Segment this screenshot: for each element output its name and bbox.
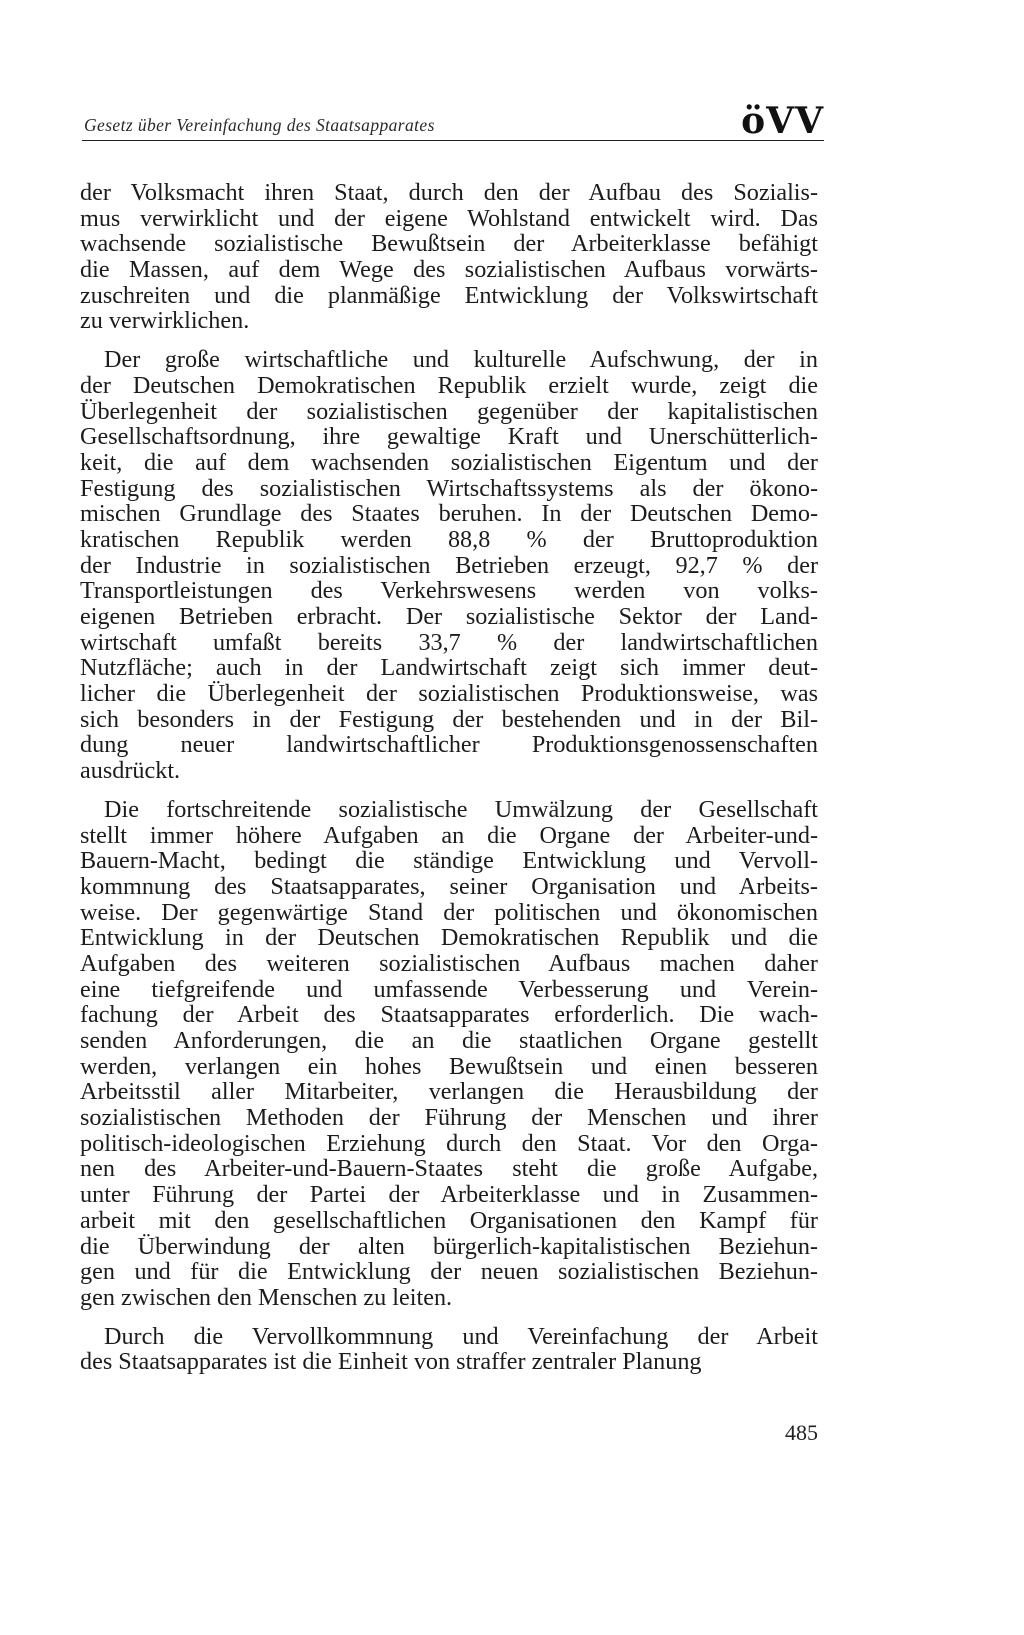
- text-line: Aufgaben des weiteren sozialistischen Aufbaus machen daher: [80, 949, 818, 977]
- text-line: Gesellschaftsordnung, ihre gewaltige Kraft und Unerschütterlich-: [80, 423, 818, 451]
- text-line: Entwicklung in der Deutschen Demokratischen Republik und die: [80, 924, 818, 952]
- text-line: stellt immer höhere Aufgaben an die Organe der Arbeiter-und-: [80, 821, 818, 849]
- text-line: Der große wirtschaftliche und kulturelle Aufschwung, der in: [104, 346, 818, 374]
- text-line: gen zwischen den Menschen zu leiten.: [80, 1283, 453, 1311]
- text-line: kratischen Republik werden 88,8 % der Bruttoproduktion: [80, 525, 818, 553]
- text-line: mus verwirklicht und der eigene Wohlstand entwickelt wird. Das: [80, 204, 818, 232]
- text-line: unter Führung der Partei der Arbeiterklasse und in Zusammen-: [80, 1181, 818, 1209]
- text-line: eine tiefgreifende und umfassende Verbesserung und Verein-: [80, 975, 818, 1003]
- body-text: [80, 180, 818, 1388]
- paragraph: [80, 797, 818, 1311]
- text-line: Die fortschreitende sozialistische Umwälzung der Gesellschaft: [104, 795, 818, 823]
- text-line: der Deutschen Demokratischen Republik erzielt wurde, zeigt die: [80, 371, 818, 399]
- text-line: der Volksmacht ihren Staat, durch den der Aufbau des Sozialis-: [80, 179, 818, 206]
- text-line: des Staatsapparates ist die Einheit von straffer zentraler Planung: [80, 1348, 702, 1376]
- text-line: dung neuer landwirtschaftlicher Produktionsgenossenschaften: [80, 731, 818, 759]
- text-line: Transportleistungen des Verkehrswesens werden von volks-: [80, 577, 818, 605]
- text-line: fachung der Arbeit des Staatsapparates erforderlich. Die wach-: [80, 1001, 818, 1029]
- publisher-logo: öVV: [741, 100, 824, 142]
- text-line: Überlegenheit der sozialistischen gegenüber der kapitalistischen: [80, 397, 818, 425]
- text-line: sich besonders in der Festigung der bestehenden und in der Bil-: [80, 705, 818, 733]
- text-line: Festigung des sozialistischen Wirtschaftssystems als der ökono-: [80, 474, 818, 502]
- text-line: arbeit mit den gesellschaftlichen Organisationen den Kampf für: [80, 1206, 818, 1234]
- running-title: Gesetz über Vereinfachung des Staatsapparates: [84, 115, 435, 135]
- text-line: senden Anforderungen, die an die staatlichen Organe gestellt: [80, 1027, 818, 1054]
- text-line: der Industrie in sozialistischen Betrieben erzeugt, 92,7 % der: [80, 551, 818, 579]
- text-line: Bauern-Macht, bedingt die ständige Entwicklung und Vervoll-: [80, 847, 818, 875]
- text-line: eigenen Betrieben erbracht. Der sozialistische Sektor der Land-: [80, 603, 818, 630]
- text-line: die Überwindung der alten bürgerlich-kapitalistischen Beziehun-: [80, 1232, 818, 1260]
- paragraph: [80, 180, 818, 334]
- text-line: mischen Grundlage des Staates beruhen. In der Deutschen Demo-: [80, 500, 818, 528]
- text-line: zuschreiten und die planmäßige Entwicklung der Volkswirtschaft: [80, 281, 818, 309]
- text-line: kommnung des Staatsapparates, seiner Organisation und Arbeits-: [80, 872, 818, 900]
- text-line: nen des Arbeiter-und-Bauern-Staates steht die große Aufgabe,: [80, 1155, 818, 1183]
- text-line: zu verwirklichen.: [80, 307, 250, 335]
- text-line: wirtschaft umfaßt bereits 33,7 % der landwirtschaftlichen: [80, 628, 818, 656]
- page-number: 485: [785, 1420, 818, 1445]
- text-line: Durch die Vervollkommnung und Vereinfachung der Arbeit: [104, 1322, 818, 1350]
- text-line: werden, verlangen ein hohes Bewußtsein und einen besseren: [80, 1052, 818, 1080]
- running-header: [82, 96, 824, 141]
- text-line: weise. Der gegenwärtige Stand der politischen und ökonomischen: [80, 898, 818, 926]
- text-line: Arbeitsstil aller Mitarbeiter, verlangen die Herausbildung der: [80, 1078, 818, 1106]
- text-line: die Massen, auf dem Wege des sozialistischen Aufbaus vorwärts-: [80, 256, 818, 284]
- text-line: keit, die auf dem wachsenden sozialistischen Eigentum und der: [80, 448, 818, 476]
- paragraph: [80, 1324, 818, 1375]
- text-line: gen und für die Entwicklung der neuen sozialistischen Beziehun-: [80, 1258, 818, 1286]
- text-line: licher die Überlegenheit der sozialistischen Produktionsweise, was: [80, 680, 818, 708]
- text-line: Nutzfläche; auch in der Landwirtschaft zeigt sich immer deut-: [80, 654, 818, 682]
- text-line: wachsende sozialistische Bewußtsein der Arbeiterklasse befähigt: [80, 230, 818, 258]
- paragraph: [80, 347, 818, 784]
- text-line: ausdrückt.: [80, 757, 181, 785]
- text-line: politisch-ideologischen Erziehung durch den Staat. Vor den Orga-: [80, 1129, 818, 1157]
- text-line: sozialistischen Methoden der Führung der Menschen und ihrer: [80, 1104, 818, 1132]
